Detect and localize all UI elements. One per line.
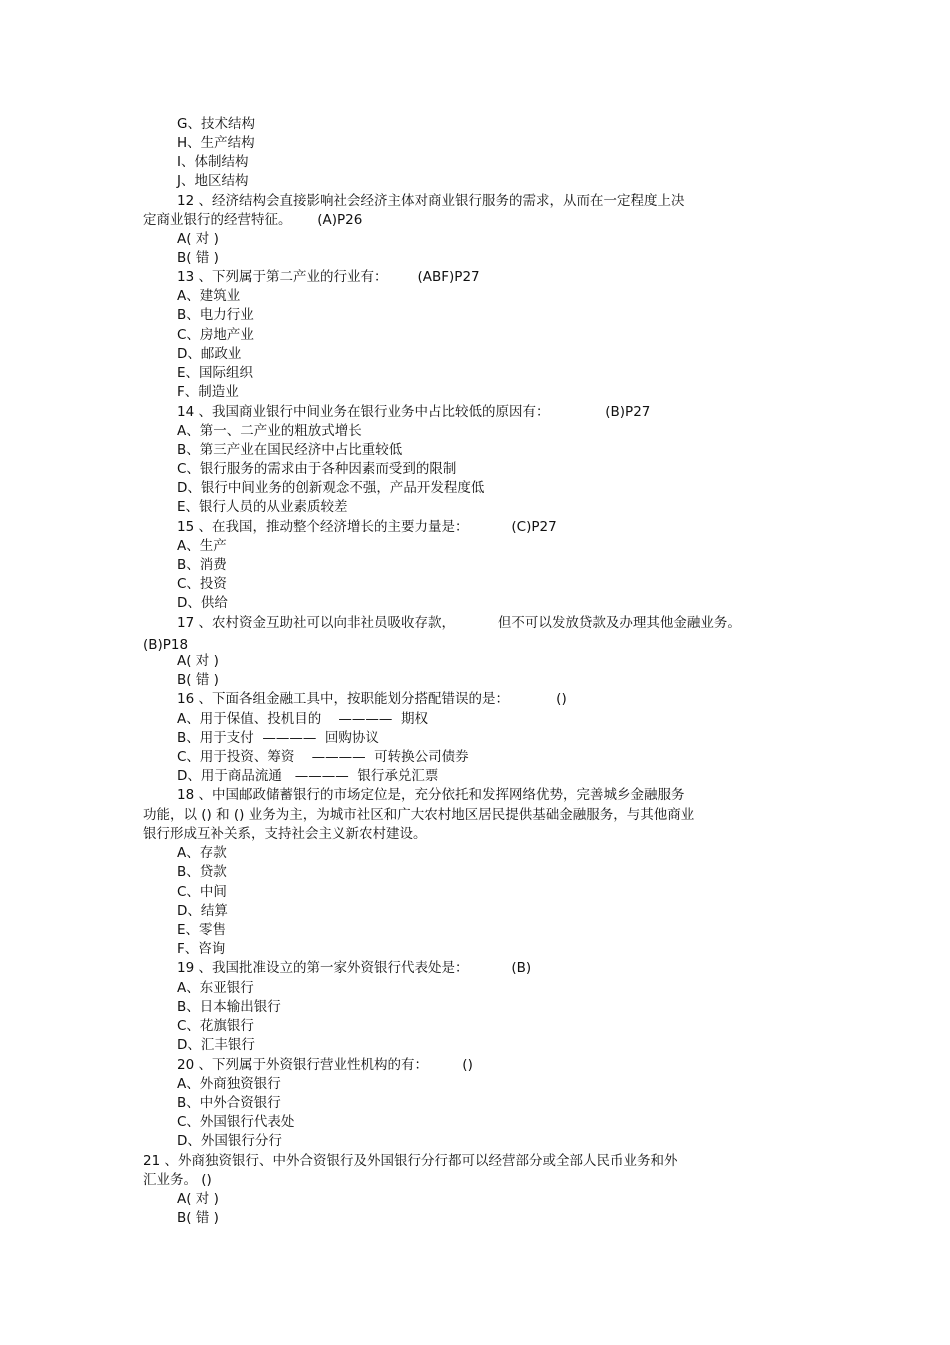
text-line: C、中间 [177, 884, 227, 900]
text-line: C、银行服务的需求由于各种因素而受到的限制 [177, 461, 457, 477]
text-line: I、体制结构 [177, 154, 249, 170]
text-line: 12 、经济结构会直接影响社会经济主体对商业银行服务的需求，从而在一定程度上决 [177, 193, 685, 209]
text-line: 21 、外商独资银行、中外合资银行及外国银行分行都可以经营部分或全部人民币业务和外 [143, 1153, 678, 1169]
text-line: 16 、下面各组金融工具中，按职能划分搭配错误的是： () [177, 691, 567, 707]
text-line: D、汇丰银行 [177, 1037, 255, 1053]
text-line: A、生产 [177, 538, 227, 554]
text-line: D、外国银行分行 [177, 1133, 282, 1149]
text-line: F、咨询 [177, 941, 226, 957]
text-line: C、花旗银行 [177, 1018, 254, 1034]
text-line: B( 错 ) [177, 250, 219, 266]
text-line: A、用于保值、投机目的 ———— 期权 [177, 711, 428, 727]
text-line: B( 错 ) [177, 672, 219, 688]
text-line: A、外商独资银行 [177, 1076, 281, 1092]
text-line: B、第三产业在国民经济中占比重较低 [177, 442, 403, 458]
text-line: D、供给 [177, 595, 228, 611]
text-line: B、电力行业 [177, 307, 254, 323]
text-line: C、用于投资、筹资 ———— 可转换公司债券 [177, 749, 469, 765]
text-line: A、建筑业 [177, 288, 241, 304]
text-line: 银行形成互补关系，支持社会主义新农村建设。 [143, 826, 427, 842]
text-line: (B)P18 [143, 637, 189, 653]
text-line: A( 对 ) [177, 653, 219, 669]
text-line: C、外国银行代表处 [177, 1114, 295, 1130]
text-line: B( 错 ) [177, 1210, 219, 1226]
text-line: 18 、中国邮政储蓄银行的市场定位是，充分依托和发挥网络优势，完善城乡金融服务 [177, 787, 685, 803]
text-line: C、投资 [177, 576, 227, 592]
text-line: D、用于商品流通 ———— 银行承兑汇票 [177, 768, 439, 784]
text-line: B、日本输出银行 [177, 999, 281, 1015]
text-line: B、中外合资银行 [177, 1095, 281, 1111]
text-line: 19 、我国批准设立的第一家外资银行代表处是： (B) [177, 960, 532, 976]
text-line: C、房地产业 [177, 327, 254, 343]
text-line: F、制造业 [177, 384, 239, 400]
text-line: 13 、下列属于第二产业的行业有： (ABF)P27 [177, 269, 480, 285]
text-line: J、地区结构 [177, 173, 249, 189]
text-line: H、生产结构 [177, 135, 255, 151]
text-line: D、银行中间业务的创新观念不强，产品开发程度低 [177, 480, 485, 496]
text-line: A( 对 ) [177, 1191, 219, 1207]
text-line: E、银行人员的从业素质较差 [177, 499, 348, 515]
text-line: E、零售 [177, 922, 227, 938]
text-line: A、东亚银行 [177, 980, 254, 996]
text-line: D、结算 [177, 903, 228, 919]
text-line: 17 、农村资金互助社可以向非社员吸收存款， 但不可以发放贷款及办理其他金融业务。 [177, 615, 741, 631]
text-line: B、用于支付 ———— 回购协议 [177, 730, 379, 746]
text-line: 定商业银行的经营特征。 (A)P26 [143, 212, 363, 228]
text-line: G、技术结构 [177, 116, 255, 132]
text-line: 14 、我国商业银行中间业务在银行业务中占比较低的原因有： (B)P27 [177, 404, 651, 420]
text-line: A( 对 ) [177, 231, 219, 247]
text-line: E、国际组织 [177, 365, 254, 381]
text-line: 功能，以 () 和 () 业务为主，为城市社区和广大农村地区居民提供基础金融服务，与其他商业 [143, 807, 695, 823]
text-line: A、存款 [177, 845, 227, 861]
text-line: 20 、下列属于外资银行营业性机构的有： () [177, 1057, 473, 1073]
text-line: D、邮政业 [177, 346, 242, 362]
text-line: B、消费 [177, 557, 227, 573]
text-line: B、贷款 [177, 864, 227, 880]
text-line: 汇业务。 () [143, 1172, 212, 1188]
text-line: A、第一、二产业的粗放式增长 [177, 423, 362, 439]
text-line: 15 、在我国，推动整个经济增长的主要力量是： (C)P27 [177, 519, 557, 535]
